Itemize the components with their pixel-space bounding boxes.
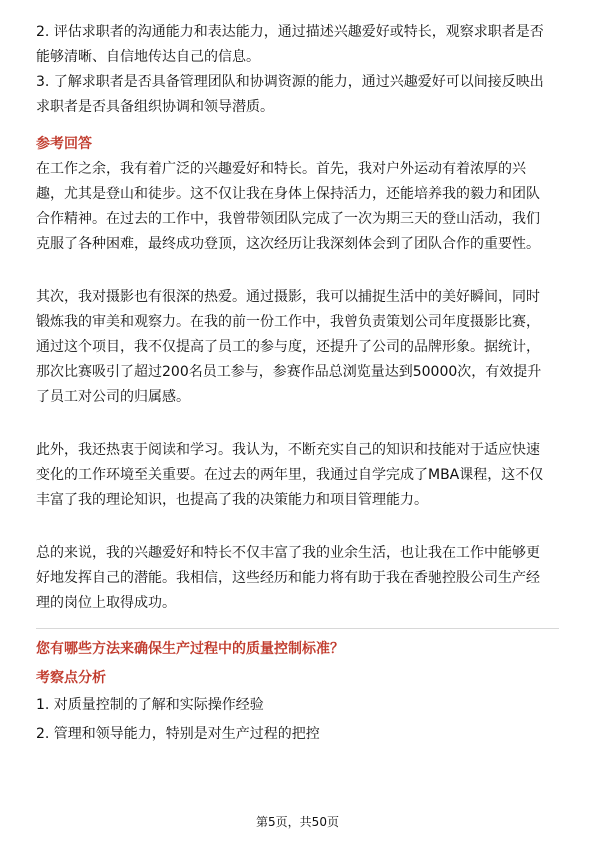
intro-line: 能够清晰、自信地传达自己的信息。 [36,49,260,65]
paragraph-spacer [36,513,559,541]
document-page [36,20,559,747]
paragraph-line: 锻炼我的审美和观察力。在我的前一份工作中，我曾负责策划公司年度摄影比赛， [36,314,540,330]
paragraph-line: 好地发挥自己的潜能。我相信，这些经历和能力将有助于我在香驰控股公司生产经 [36,570,540,586]
paragraph-line: 丰富了我的理论知识，也提高了我的决策能力和项目管理能力。 [36,492,428,508]
intro-section [36,20,559,120]
answer-heading: 参考回答 [36,136,92,152]
intro-line: 求职者是否具备组织协调和领导潜质。 [36,99,274,115]
intro-line: 2. 评估求职者的沟通能力和表达能力，通过描述兴趣爱好或特长，观察求职者是否 [36,24,544,40]
paragraph-spacer [36,410,559,438]
paragraph-line: 在工作之余，我有着广泛的兴趣爱好和特长。首先，我对户外运动有着浓厚的兴 [36,161,526,177]
paragraph-line: 理的岗位上取得成功。 [36,595,176,611]
paragraph-line: 此外，我还热衷于阅读和学习。我认为，不断充实自己的知识和技能对于适应快速 [36,442,540,458]
answer-paragraph [36,541,559,616]
page-footer: 第5页，共50页 [256,815,339,829]
answer-paragraph [36,157,559,257]
paragraph-line: 趣，尤其是登山和徒步。这不仅让我在身体上保持活力，还能培养我的毅力和团队 [36,186,540,202]
question-title: 您有哪些方法来确保生产过程中的质量控制标准？ [36,641,344,657]
paragraph-line: 克服了各种困难，最终成功登顶，这次经历让我深刻体会到了团队合作的重要性。 [36,236,540,252]
paragraph-line: 了员工对公司的归属感。 [36,389,190,405]
section-divider [36,628,559,629]
intro-line: 3. 了解求职者是否具备管理团队和协调资源的能力，通过兴趣爱好可以间接反映出 [36,74,544,90]
paragraph-line: 总的来说，我的兴趣爱好和特长不仅丰富了我的业余生活，也让我在工作中能够更 [36,545,540,561]
paragraph-line: 那次比赛吸引了超过200名员工参与，参赛作品总浏览量达到50000次，有效提升 [36,364,542,380]
analysis-heading: 考察点分析 [36,670,106,686]
paragraph-line: 合作精神。在过去的工作中，我曾带领团队完成了一次为期三天的登山活动，我们 [36,211,540,227]
analysis-point: 2. 管理和领导能力，特别是对生产过程的把控 [36,726,320,742]
answer-paragraph [36,438,559,513]
paragraph-line: 变化的工作环境至关重要。在过去的两年里，我通过自学完成了MBA课程，这不仅 [36,467,544,483]
paragraph-line: 通过这个项目，我不仅提高了员工的参与度，还提升了公司的品牌形象。据统计， [36,339,540,355]
paragraph-spacer [36,257,559,285]
analysis-point: 1. 对质量控制的了解和实际操作经验 [36,697,264,713]
paragraph-line: 其次，我对摄影也有很深的热爱。通过摄影，我可以捕捉生活中的美好瞬间，同时 [36,289,540,305]
answer-paragraph [36,285,559,410]
